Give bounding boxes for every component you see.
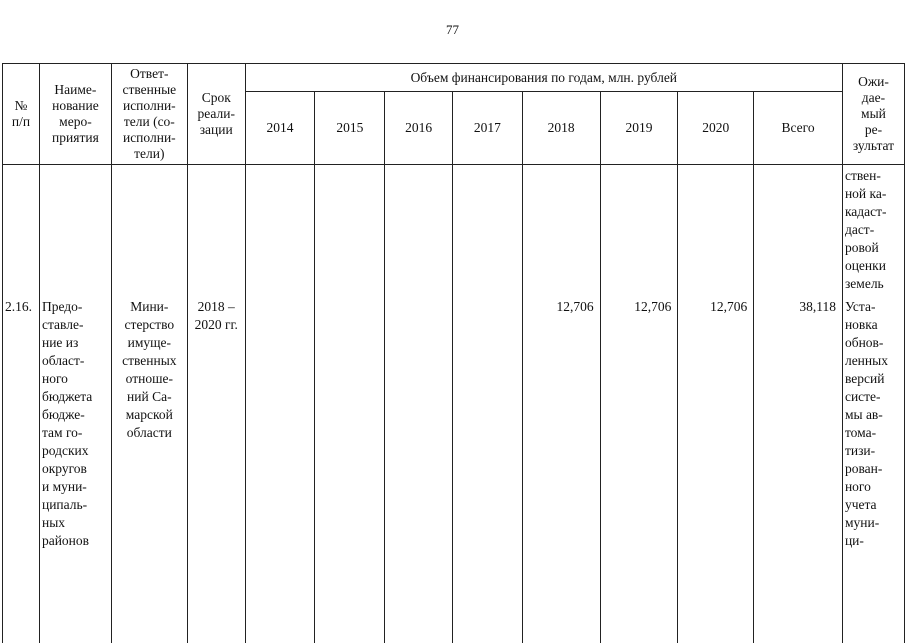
cell-value bbox=[385, 165, 453, 294]
col-header-num: № п/п bbox=[3, 64, 40, 165]
cell-value bbox=[522, 165, 600, 294]
cell-value bbox=[452, 165, 522, 294]
cell-value bbox=[452, 293, 522, 643]
cell-value bbox=[315, 293, 385, 643]
cell-value: 12,706 bbox=[678, 293, 754, 643]
col-header-year: 2014 bbox=[245, 92, 315, 165]
cell-term bbox=[187, 165, 245, 294]
cell-num bbox=[3, 165, 40, 294]
col-header-year: 2016 bbox=[385, 92, 453, 165]
col-header-result: Ожи- дае- мый ре- зультат bbox=[842, 64, 904, 165]
col-header-year: 2020 bbox=[678, 92, 754, 165]
col-header-year: 2019 bbox=[600, 92, 678, 165]
cell-value: 12,706 bbox=[600, 293, 678, 643]
col-header-term: Срок реали- зации bbox=[187, 64, 245, 165]
cell-term: 2018 – 2020 гг. bbox=[187, 293, 245, 643]
page-number: 77 bbox=[446, 22, 459, 37]
cell-total bbox=[754, 165, 843, 294]
financing-table bbox=[2, 63, 905, 643]
col-header-year: 2015 bbox=[315, 92, 385, 165]
cell-value bbox=[245, 165, 315, 294]
col-header-year: 2017 bbox=[452, 92, 522, 165]
col-header-responsible: Ответ- ственные исполни- тели (со- исполни- тели) bbox=[111, 64, 187, 165]
cell-total: 38,118 bbox=[754, 293, 843, 643]
cell-result: Уста- новка обнов- ленных версий систе- мы ав- тома- тизи- рован- ного учета муни- ци- bbox=[842, 293, 904, 643]
cell-value bbox=[245, 293, 315, 643]
table-row bbox=[3, 293, 905, 643]
cell-responsible: Мини- стерство имуще- ственных отноше- ний Са- марской области bbox=[111, 293, 187, 643]
cell-name bbox=[39, 165, 111, 294]
cell-value: 12,706 bbox=[522, 293, 600, 643]
col-header-year: 2018 bbox=[522, 92, 600, 165]
col-header-total: Всего bbox=[754, 92, 843, 165]
cell-num: 2.16. bbox=[3, 293, 40, 643]
cell-responsible bbox=[111, 165, 187, 294]
cell-name: Предо- ставле- ние из област- ного бюджета бюдже- там го- родских округов и муни- ципаль- ных районов bbox=[39, 293, 111, 643]
col-header-funding: Объем финансирования по годам, млн. рублей bbox=[245, 64, 842, 92]
table-row bbox=[3, 165, 905, 294]
cell-value bbox=[385, 293, 453, 643]
cell-value bbox=[678, 165, 754, 294]
cell-value bbox=[315, 165, 385, 294]
cell-value bbox=[600, 165, 678, 294]
col-header-name: Наиме- нование меро- приятия bbox=[39, 64, 111, 165]
cell-result: ствен- ной ка- кадаст- даст- ровой оценки земель bbox=[842, 165, 904, 294]
